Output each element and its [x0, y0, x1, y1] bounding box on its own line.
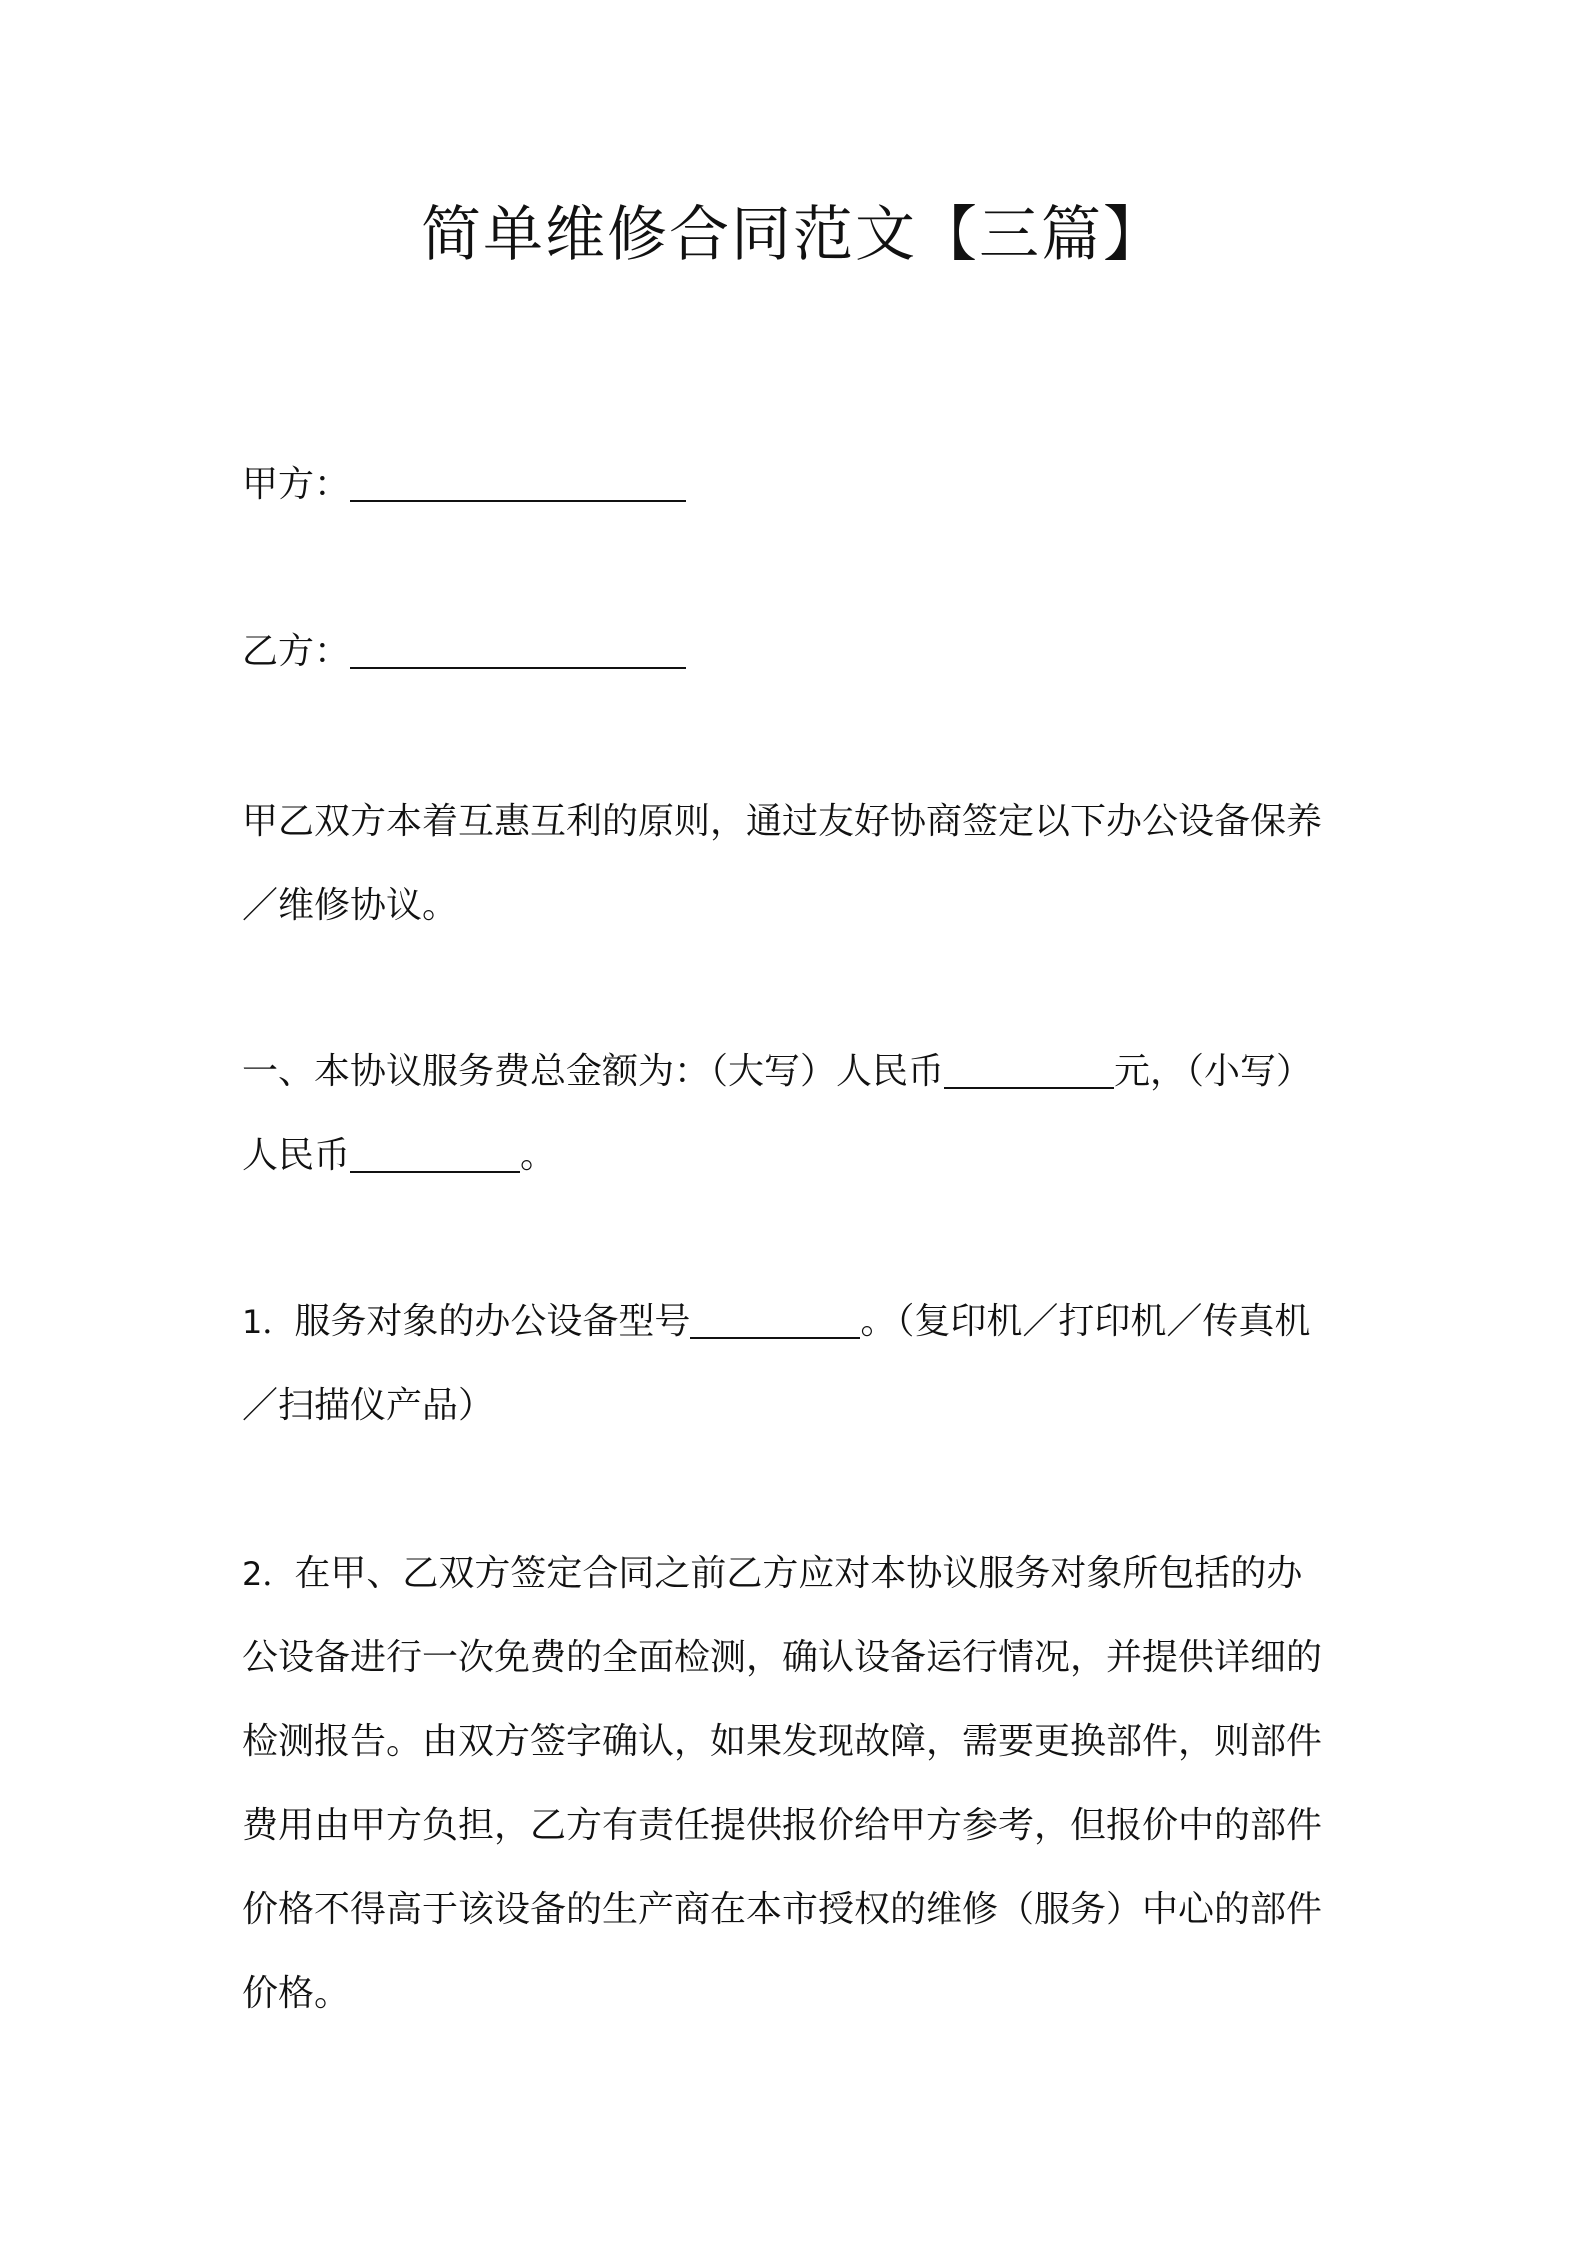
clause-1-text-2: 。（复印机／打印机／传真机: [860, 1301, 1311, 1342]
party-a-line: [242, 443, 686, 527]
equipment-model-blank[interactable]: [690, 1301, 860, 1339]
party-b-label: 乙方：: [242, 631, 351, 672]
fee-clause-line-1: [242, 1030, 1312, 1114]
fee-clause-text-1: 一、本协议服务费总金额为：（大写）人民币: [242, 1051, 945, 1092]
fee-lowercase-blank[interactable]: [350, 1135, 520, 1173]
clause-1-number: 1．: [242, 1303, 295, 1341]
party-a-blank[interactable]: [350, 464, 686, 502]
clause-2-line-2: 公设备进行一次免费的全面检测，确认设备运行情况，并提供详细的: [242, 1637, 1323, 1678]
fee-uppercase-blank[interactable]: [944, 1051, 1114, 1089]
fee-clause-text-2: 元，（小写）: [1114, 1051, 1313, 1092]
document-title: 简单维修合同范文【三篇】: [421, 200, 1165, 270]
intro-line-1: 甲乙双方本着互惠互利的原则，通过友好协商签定以下办公设备保养: [242, 801, 1323, 842]
intro-line-2: ／维修协议。: [242, 885, 459, 926]
fee-clause-line-2: [242, 1114, 556, 1198]
party-b-blank[interactable]: [350, 631, 686, 669]
clause-1-text-1: 服务对象的办公设备型号: [294, 1301, 691, 1342]
clause-2-line-5: 价格不得高于该设备的生产商在本市授权的维修（服务）中心的部件: [242, 1889, 1323, 1930]
party-a-label: 甲方：: [242, 464, 351, 505]
clause-1-line-2: ／扫描仪产品）: [242, 1385, 495, 1426]
fee-clause-text-3: 人民币: [242, 1135, 351, 1176]
clause-2-line-6: 价格。: [242, 1973, 351, 2014]
clause-1-line-1: [242, 1280, 1310, 1364]
clause-2-line-1: [242, 1532, 1302, 1616]
clause-2-number: 2．: [242, 1555, 295, 1593]
clause-2-line-3: 检测报告。由双方签字确认，如果发现故障，需要更换部件，则部件: [242, 1721, 1323, 1762]
clause-2-line-4: 费用由甲方负担，乙方有责任提供报价给甲方参考，但报价中的部件: [242, 1805, 1323, 1846]
fee-clause-text-4: 。: [520, 1135, 557, 1176]
clause-2-text-1: 在甲、乙双方签定合同之前乙方应对本协议服务对象所包括的办: [294, 1553, 1303, 1594]
party-b-line: [242, 610, 686, 694]
